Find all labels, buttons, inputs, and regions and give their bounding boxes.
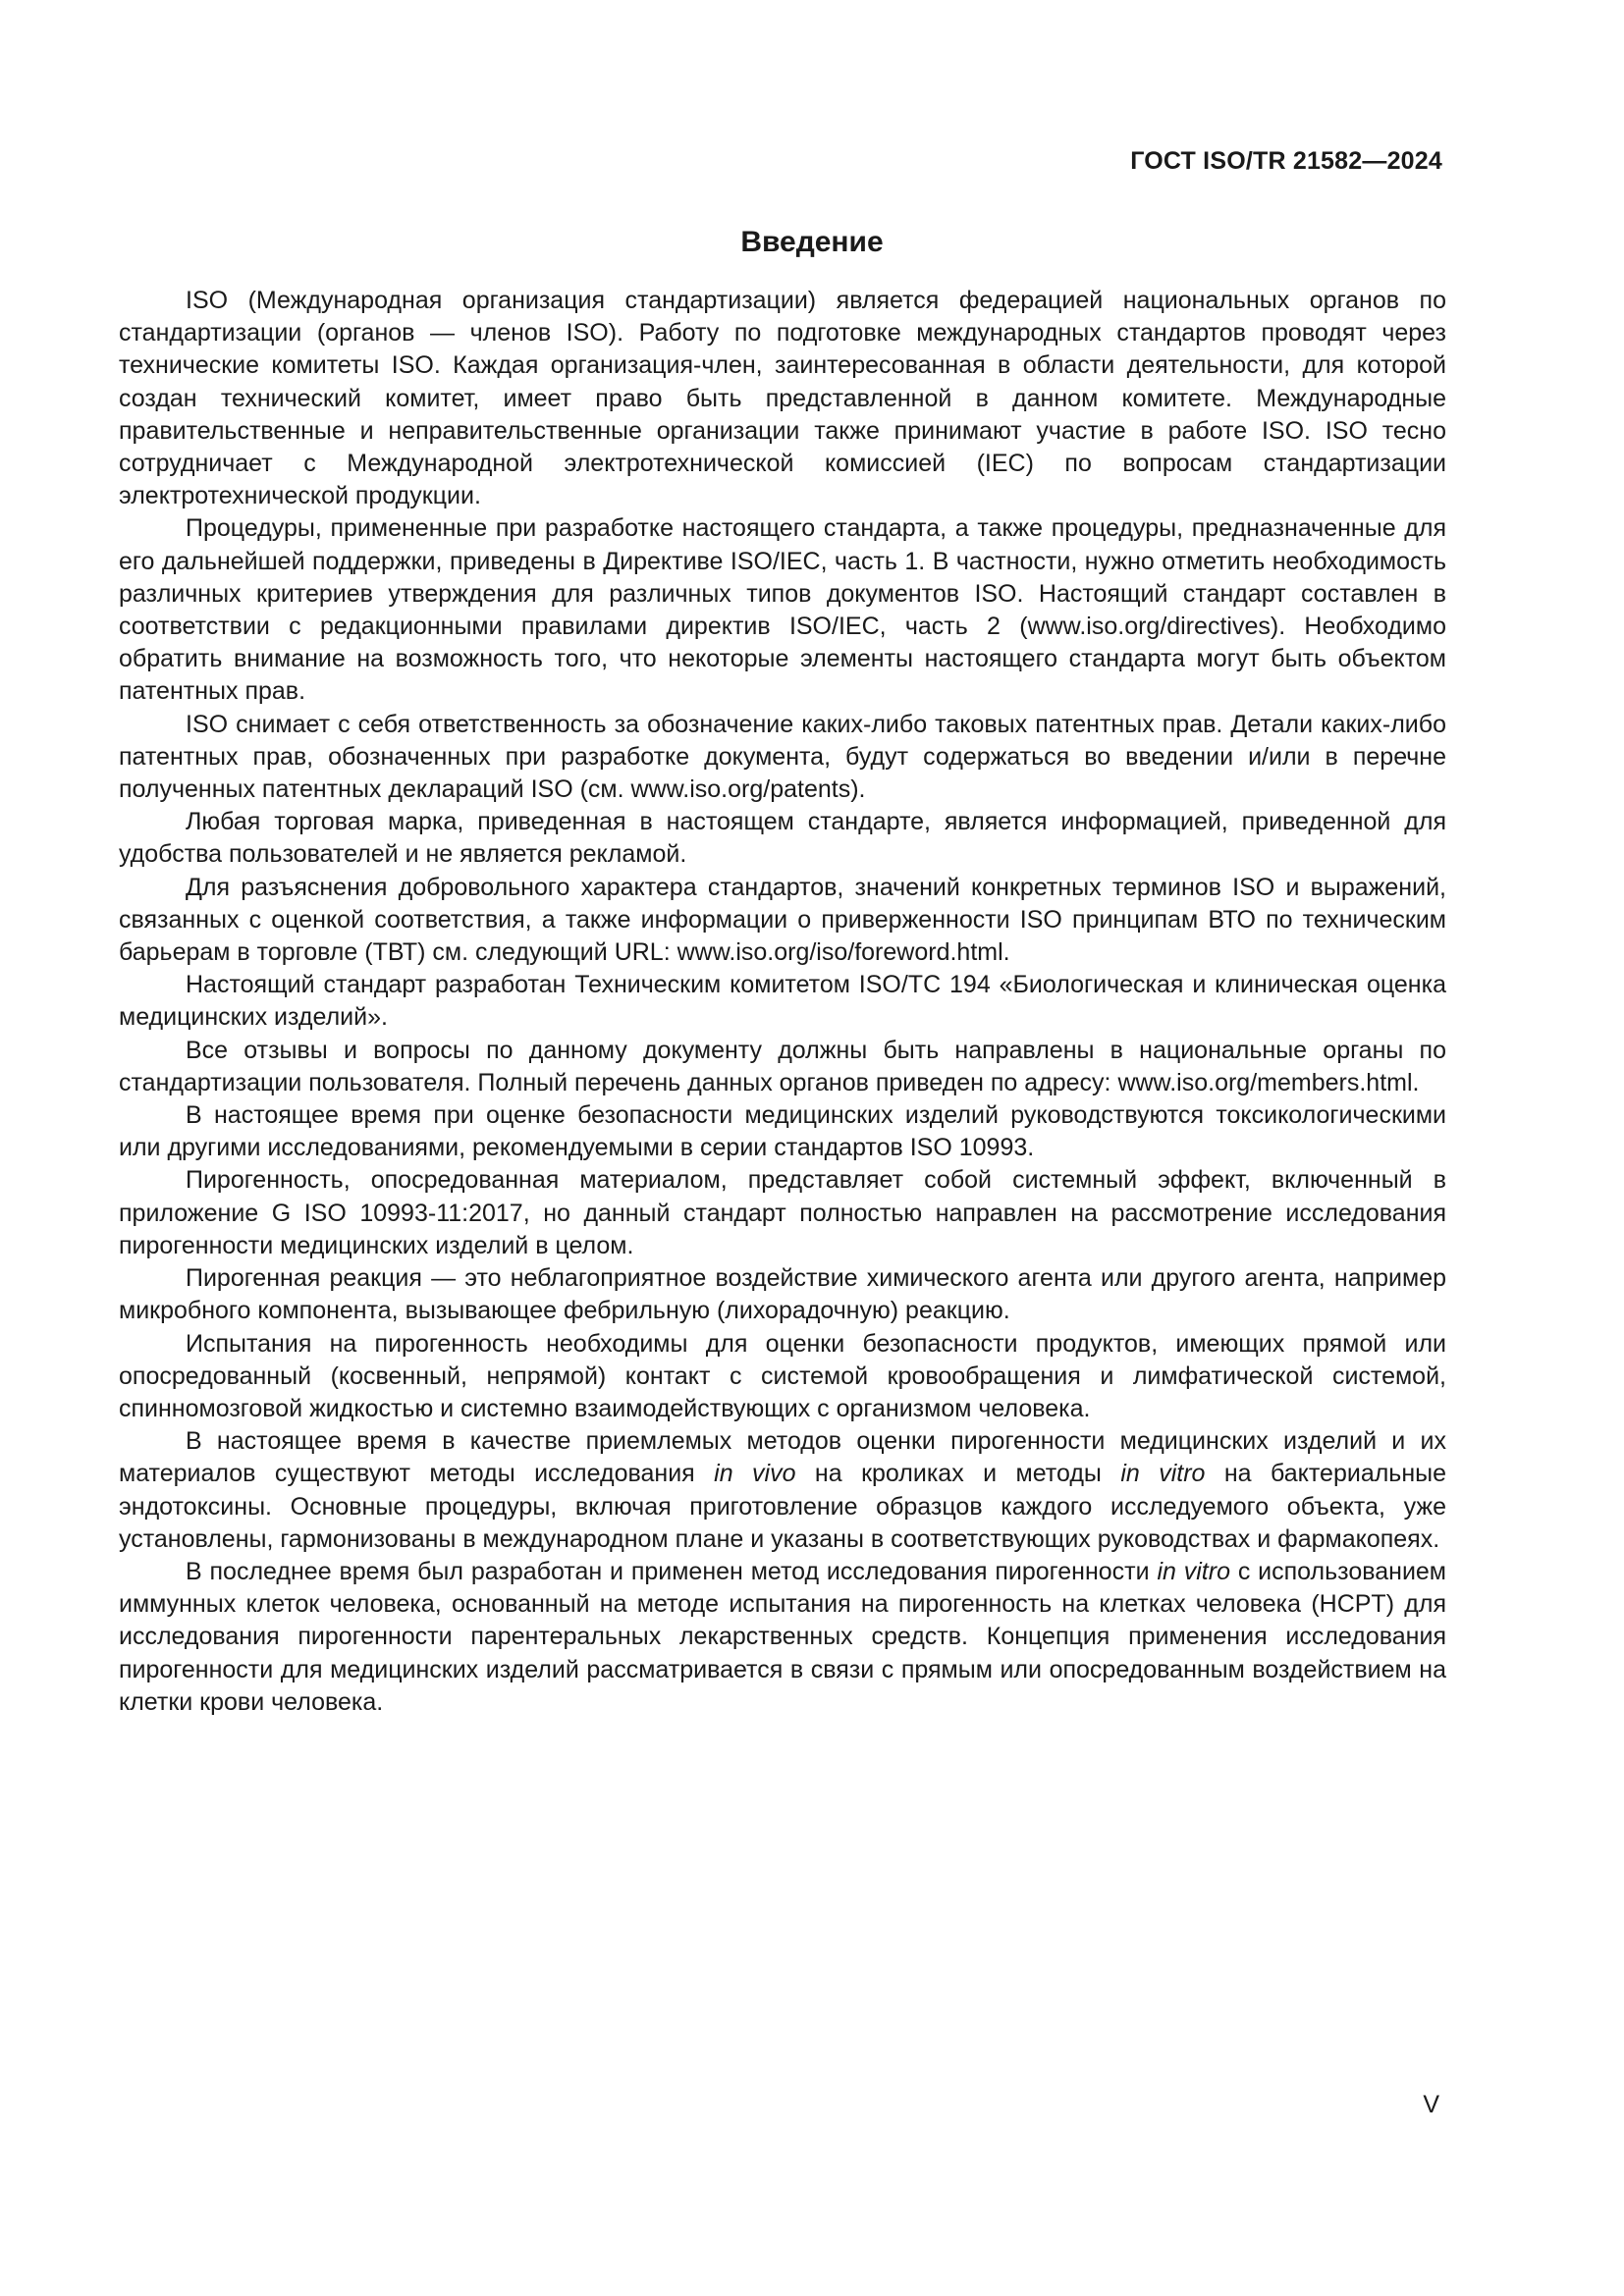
paragraph: Пирогенность, опосредованная материалом, представляет собой системный эффект, включенный в приложение G ISO 10993-11:2017, но данный стандарт полностью направлен на рассмотрение исследования пирогенности медицинских изделий в целом.: [119, 1166, 1446, 1259]
paragraph: В настоящее время при оценке безопасности медицинских изделий руководствуются токсикологическими или другими исследованиями, рекомендуемыми в серии стандартов ISO 10993.: [119, 1101, 1446, 1162]
italic-term: in vitro: [1120, 1460, 1206, 1488]
text-run: с использованием иммунных клеток человека, основанный на методе испытания на пирогенность на клетках человека (HCPT) для исследования пирогенности парентеральных лекарственных средств. Концепция применения исследования пирогенности для медицинских изделий рассматривается в связи с прямым или опосредованным воздействием на клетки крови человека.: [119, 1557, 1446, 1716]
paragraph: Все отзывы и вопросы по данному документу должны быть направлены в национальные органы по стандартизации пользователя. Полный перечень данных органов приведен по адресу: www.iso.org/members.html.: [119, 1036, 1446, 1096]
paragraph: Испытания на пирогенность необходимы для оценки безопасности продуктов, имеющих прямой или опосредованный (косвенный, непрямой) контакт с системой кровообращения и лимфатической системой, спинномозговой жидкостью и системно взаимодействующих с организмом человека.: [119, 1329, 1446, 1422]
text-run: В настоящее время в качестве приемлемых методов оценки пирогенности медицинских изделий и их материалов существуют методы исследования: [119, 1427, 1446, 1488]
paragraph: Пирогенная реакция — это неблагоприятное воздействие химического агента или другого агента, например микробного компонента, вызывающее фебрильную (лихорадочную) реакцию.: [119, 1264, 1446, 1325]
paragraph-hcpt-method: [119, 1556, 1446, 1719]
text-run: на бактериальные эндотоксины. Основные процедуры, включая приготовление образцов каждого исследуемого объекта, уже установлены, гармонизованы в международном плане и указаны в соответствующих руководствах и фармакопеях.: [119, 1460, 1447, 1553]
italic-term: in vitro: [1157, 1557, 1230, 1585]
paragraph: Для разъяснения добровольного характера стандартов, значений конкретных терминов ISO и выражений, связанных с оценкой соответствия, а также информации о приверженности ISO принципам ВТО по техническим барьерам в торговле (ТВТ) см. следующий URL: www.iso.org/iso/foreword.html.: [119, 873, 1446, 967]
italic-term: in vivo: [714, 1460, 796, 1488]
page-number: V: [1423, 2091, 1439, 2118]
paragraph: Любая торговая марка, приведенная в настоящем стандарте, является информацией, приведенной для удобства пользователей и не является рекламой.: [119, 808, 1446, 869]
paragraph: ISO снимает с себя ответственность за обозначение каких-либо таковых патентных прав. Детали каких-либо патентных прав, обозначенных при разработке документа, будут содержаться во введении и/или в перечне полученных патентных деклараций ISO (см. www.iso.org/patents).: [119, 710, 1446, 804]
paragraph: Процедуры, примененные при разработке настоящего стандарта, а также процедуры, предназначенные для его дальнейшей поддержки, приведены в Директиве ISO/IEC, часть 1. В частности, нужно отметить необходимость различных критериев утверждения для различных типов документов ISO. Настоящий стандарт составлен в соответствии с редакционными правилами директив ISO/IEC, часть 2 (www.iso.org/directives). Необходимо обратить внимание на возможность того, что некоторые элементы настоящего стандарта могут быть объектом патентных прав.: [119, 514, 1446, 706]
document-code-header: ГОСТ ISO/TR 21582—2024: [1130, 147, 1442, 175]
text-run: В последнее время был разработан и применен метод исследования пирогенности: [186, 1557, 1158, 1585]
paragraph: ISO (Международная организация стандартизации) является федерацией национальных органов по стандартизации (органов — членов ISO). Работу по подготовке международных стандартов проводят через технические комитеты ISO. Каждая организация-член, заинтересованная в области деятельности, для которой создан технический комитет, имеет право быть представленной в данном комитете. Международные правительственные и неправительственные организации также принимают участие в работе ISO. ISO тесно сотрудничает с Международной электротехнической комиссией (IEC) по вопросам стандартизации электротехнической продукции.: [119, 287, 1446, 510]
body-text: [119, 285, 1446, 1719]
paragraph-in-vivo-methods: [119, 1425, 1446, 1556]
paragraph: Настоящий стандарт разработан Техническим комитетом ISO/TC 194 «Биологическая и клиническая оценка медицинских изделий».: [119, 971, 1446, 1032]
text-run: на кроликах и методы: [795, 1460, 1121, 1488]
section-title: Введение: [740, 226, 884, 258]
